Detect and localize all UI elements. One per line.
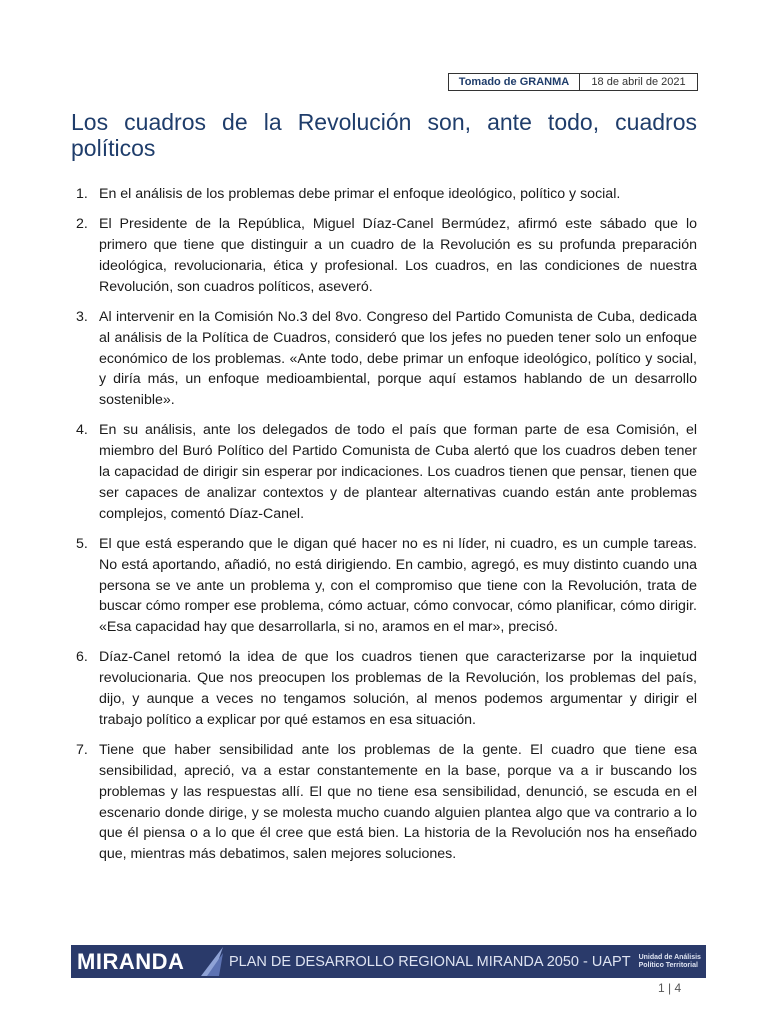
- item-number: 7.: [76, 742, 88, 759]
- source-label: Tomado de GRANMA: [449, 74, 580, 90]
- footer-plan: PLAN DE DESARROLLO REGIONAL MIRANDA 2050 - UAPT: [229, 953, 631, 970]
- footer-unit: [631, 954, 701, 970]
- list-item: [71, 420, 697, 524]
- item-text: En el análisis de los problemas debe primar el enfoque ideológico, político y social.: [99, 186, 621, 202]
- source-box: [448, 73, 698, 91]
- item-text: El Presidente de la República, Miguel Díaz-Canel Bermúdez, afirmó este sábado que lo primero que tiene que distinguir a un cuadro de la Revolución es su profunda preparación ideológica, revolucionaria, ética y profesional. Los cuadros, en las condiciones de nuestra Revolución, son cuadros políticos, aseveró.: [99, 216, 697, 295]
- item-number: 5.: [76, 535, 88, 552]
- item-number: 6.: [76, 649, 88, 666]
- article-title: Los cuadros de la Revolución son, ante todo, cuadros políticos: [71, 109, 697, 161]
- list-item: [71, 647, 697, 730]
- page-number: 1 | 4: [658, 981, 682, 995]
- footer-unit-line2: Político Territorial: [638, 961, 698, 969]
- numbered-list: [71, 184, 697, 874]
- footer-banner: [71, 945, 706, 978]
- list-item: [71, 184, 697, 205]
- item-text: En su análisis, ante los delegados de todo el país que forman parte de esa Comisión, el miembro del Buró Político del Partido Comunista de Cuba alertó que los cuadros deben tener la capacidad de dirigir sin esperar por indicaciones. Los cuadros tienen que pensar, tienen que ser capaces de analizar contextos y de plantear alternativas cuando están ante problemas complejos, comentó Díaz-Canel.: [99, 422, 697, 522]
- item-text: El que está esperando que le digan qué hacer no es ni líder, ni cuadro, es un cumple tareas. No está aportando, añadió, no está dirigiendo. En cambio, agregó, es muy distinto cuando una persona se ve ante un problema y, con el compromiso que tiene con la Revolución, trata de buscar cómo romper ese problema, cómo actuar, cómo convocar, cómo planificar, cómo dirigir. «Esa capacidad hay que desarrollarla, si no, aramos en el mar», precisó.: [99, 535, 697, 636]
- footer-unit-line1: Unidad de Análisis: [638, 953, 701, 961]
- item-text: Díaz-Canel retomó la idea de que los cuadros tienen que caracterizarse por la inquietud revolucionaria. Que nos preocupen los problemas de la Revolución, los problemas del país, dijo, y aunque a veces no tengamos solución, al menos podemos argumentar y dirigir el trabajo político a explicar por qué estamos en esa situación.: [99, 649, 697, 728]
- item-number: 2.: [76, 216, 88, 233]
- list-item: [71, 214, 697, 297]
- item-number: 1.: [76, 186, 88, 202]
- item-number: 4.: [76, 422, 88, 439]
- item-number: 3.: [76, 308, 88, 325]
- source-date: 18 de abril de 2021: [591, 76, 686, 88]
- item-text: Al intervenir en la Comisión No.3 del 8vo. Congreso del Partido Comunista de Cuba, dedicada al análisis de la Política de Cuadros, consideró que los jefes no pueden tener solo un enfoque económico de los problemas. «Ante todo, debe primar un enfoque ideológico, político y social, y diría más, un enfoque medioambiental, porque aquí estamos hablando de un desarrollo sostenible».: [99, 308, 697, 409]
- list-item: [71, 740, 697, 865]
- footer-brand: MIRANDA: [77, 948, 185, 974]
- list-item: [71, 307, 697, 411]
- item-text: Tiene que haber sensibilidad ante los problemas de la gente. El cuadro que tiene esa sensibilidad, apreció, va a estar constantemente en la base, porque va a ir buscando los problemas y las respuestas allí. El que no tiene esa sensibilidad, denunció, se escuda en el escenario donde dirige, y se molesta mucho cuando alguien plantea algo que va contrario a lo que él piensa o a lo que él cree que está bien. La historia de la Revolución nos ha enseñado que, mientras más debatimos, salen mejores soluciones.: [99, 742, 697, 863]
- swoosh-logo-icon: [199, 945, 225, 978]
- list-item: [71, 534, 697, 638]
